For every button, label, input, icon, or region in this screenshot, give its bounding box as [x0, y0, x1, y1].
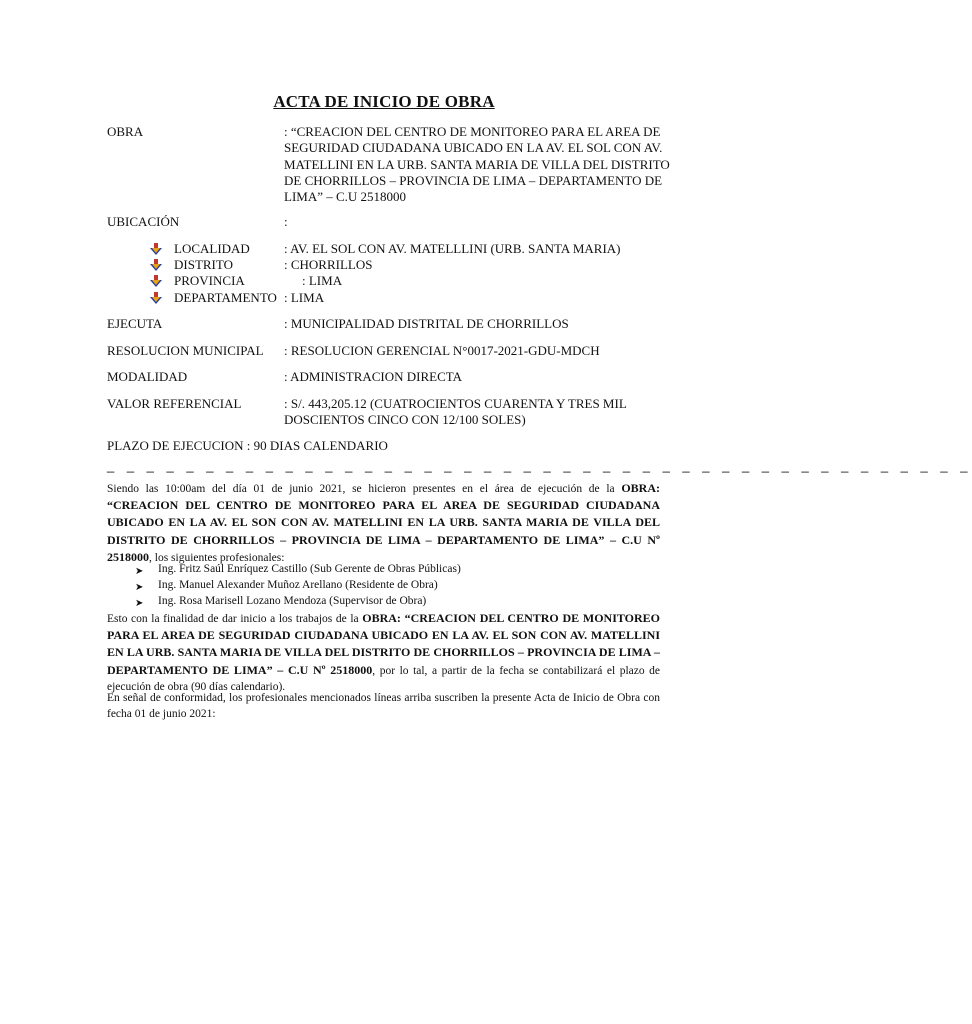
separator-line: _ _ _ _ _ _ _ _ _ _ _ _ _ _ _ _ _ _ _ _ _ _ _ _ _ _ _ _ _ _ _ _ _ _ _ _ _ _ _ _ _ _ _ _ — [107, 458, 972, 473]
field-obra-label: OBRA — [107, 124, 144, 139]
obra-name-bold: “CREACION DEL CENTRO DE MONITOREO PARA EL AREA DE SEGURIDAD CIUDADANA UBICADO EN LA AV. EL SON CON AV. MATELLINI EN LA URB. SANTA MARIA DE VILLA DEL DISTRITO DE CHORRILLOS – PROVINCIA DE LIMA – DEPARTAMENTO DE LIMA” – C.U Nº 2518000 — [107, 611, 661, 677]
field-localidad-label: LOCALIDAD — [174, 241, 250, 256]
professionals-list — [135, 561, 461, 610]
field-ejecuta-label: EJECUTA — [107, 316, 163, 331]
field-valor-label: VALOR REFERENCIAL — [107, 396, 242, 411]
field-localidad-value: : AV. EL SOL CON AV. MATELLLINI (URB. SANTA MARIA) — [284, 241, 621, 256]
obra-name-bold: “CREACION DEL CENTRO DE MONITOREO PARA EL AREA DE SEGURIDAD CIUDADANA UBICADO EN LA AV. EL SON CON AV. MATELLINI EN LA URB. SANTA MARIA DE VILLA DEL DISTRITO DE CHORRILLOS – PROVINCIA DE LIMA – DEPARTAMENTO DE LIMA” – C.U Nº 2518000 — [107, 498, 660, 564]
field-provincia-value: : LIMA — [302, 273, 343, 288]
field-provincia-label: PROVINCIA — [174, 273, 245, 288]
professional-name: Ing. Rosa Marisell Lozano Mendoza (Supervisor de Obra) — [158, 595, 427, 608]
paragraph-conformity: En señal de conformidad, los profesionales mencionados líneas arriba suscriben la presente Acta de Inicio de Obra con fecha 01 de junio 2021: — [107, 692, 660, 721]
field-ubicacion-label: UBICACIÓN — [107, 214, 180, 229]
paragraph-purpose — [107, 610, 660, 695]
field-modalidad-value: : ADMINISTRACION DIRECTA — [284, 369, 463, 384]
field-ubicacion-value: : — [284, 214, 288, 229]
arrow-bullet-icon: ➤ — [135, 598, 144, 610]
down-arrow-icon — [150, 275, 162, 287]
arrow-bullet-icon: ➤ — [135, 582, 144, 594]
field-resolucion-label: RESOLUCION MUNICIPAL — [107, 343, 264, 358]
paragraph-intro-end: , los siguientes profesionales: — [149, 551, 285, 564]
paragraph-purpose-end: , por lo tal, a partir de la fecha se contabilizará el plazo de ejecución de obra (90 días calendario). — [107, 664, 660, 693]
field-modalidad-label: MODALIDAD — [107, 369, 188, 384]
list-item — [135, 561, 461, 577]
paragraph-intro-text: Siendo las 10:00am del día 01 de junio 2021, se hicieron presentes en el área de ejecución de la — [107, 483, 622, 495]
field-ejecuta-value: : MUNICIPALIDAD DISTRITAL DE CHORRILLOS — [284, 316, 569, 331]
obra-label-bold: OBRA: — [621, 481, 660, 495]
down-arrow-icon — [150, 259, 162, 271]
paragraph-intro — [107, 480, 660, 566]
professional-name: Ing. Manuel Alexander Muñoz Arellano (Residente de Obra) — [158, 579, 438, 592]
field-plazo-label: PLAZO DE EJECUCION : 90 DIAS CALENDARIO — [107, 438, 388, 453]
field-resolucion-value: : RESOLUCION GERENCIAL N°0017-2021-GDU-MDCH — [284, 343, 600, 358]
arrow-bullet-icon: ➤ — [135, 566, 144, 577]
field-departamento-value: : LIMA — [284, 290, 325, 305]
field-valor-value: : S/. 443,205.12 (CUATROCIENTOS CUARENTA Y TRES MIL DOSCIENTOS CINCO CON 12/100 SOLES) — [284, 396, 627, 427]
field-distrito-label: DISTRITO — [174, 257, 233, 272]
list-item — [135, 593, 461, 609]
paragraph-purpose-text: Esto con la finalidad de dar inicio a los trabajos de la — [107, 613, 363, 625]
down-arrow-icon — [150, 243, 162, 255]
field-distrito-value: : CHORRILLOS — [284, 257, 373, 272]
list-item — [135, 577, 461, 593]
field-departamento-label: DEPARTAMENTO — [174, 290, 277, 305]
down-arrow-icon — [150, 292, 162, 304]
obra-label-bold: OBRA: — [362, 611, 401, 625]
professional-name: Ing. Fritz Saúl Enríquez Castillo (Sub Gerente de Obras Públicas) — [158, 563, 461, 575]
field-obra-value: : “CREACION DEL CENTRO DE MONITOREO PARA EL AREA DE SEGURIDAD CIUDADANA UBICADO EN LA AV. EL SOL CON AV. MATELLINI EN LA URB. SANTA MARIA DE VILLA DEL DISTRITO DE CHORRILLOS – PROVINCIA DE LIMA – DEPARTAMENTO DE LIMA” – C.U 2518000 — [284, 124, 670, 205]
document-title: ACTA DE INICIO DE OBRA — [273, 92, 495, 111]
